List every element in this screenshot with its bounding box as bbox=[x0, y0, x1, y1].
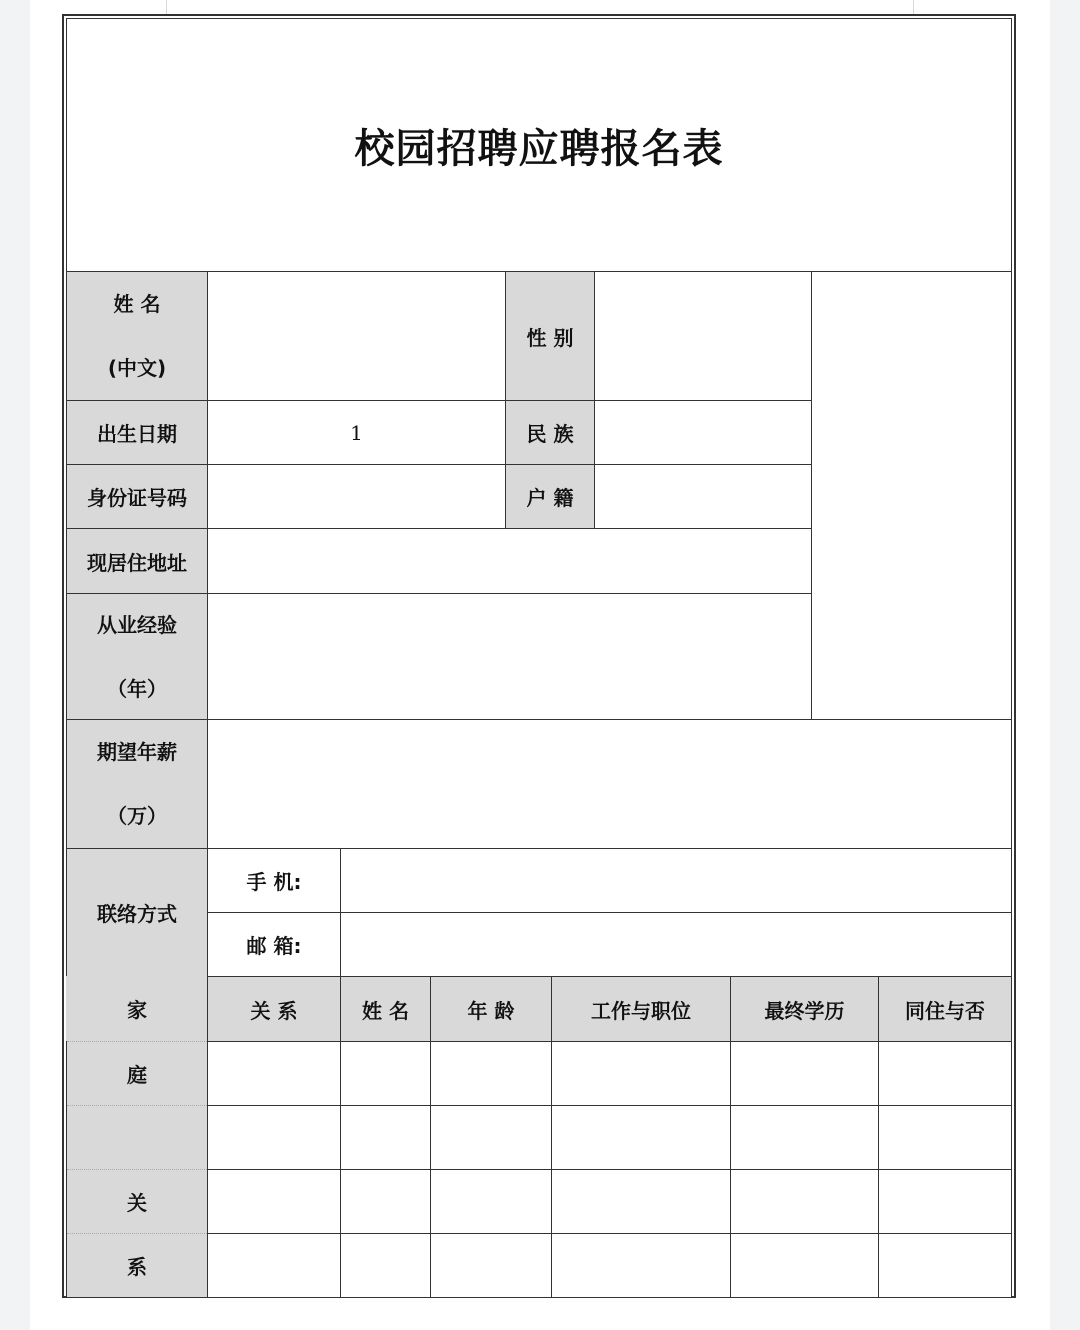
phone-input[interactable] bbox=[340, 848, 1012, 913]
salary-label-sub: （万） bbox=[107, 804, 167, 828]
margin-marker-left bbox=[166, 0, 167, 14]
gender-input[interactable] bbox=[594, 271, 812, 401]
hukou-label: 户 籍 bbox=[526, 486, 574, 510]
family-cell-r4-c5[interactable] bbox=[730, 1233, 879, 1298]
family-header-text-2: 姓 名 bbox=[362, 998, 409, 1023]
ethnicity-label-cell bbox=[505, 400, 595, 465]
email-input[interactable] bbox=[340, 912, 1012, 977]
family-header-name bbox=[340, 976, 431, 1042]
family-cell-r3-c2[interactable] bbox=[340, 1169, 431, 1234]
gender-label: 性 别 bbox=[526, 325, 574, 350]
id-number-label: 身份证号码 bbox=[87, 486, 187, 510]
family-side-char-text-5: 系 bbox=[127, 1255, 147, 1279]
family-cell-r1-c5[interactable] bbox=[730, 1041, 879, 1106]
id-number-label-cell bbox=[66, 464, 208, 529]
experience-label: 从业经验 bbox=[97, 612, 177, 637]
ethnicity-input[interactable] bbox=[594, 400, 812, 465]
address-label: 现居住地址 bbox=[87, 550, 187, 575]
family-side-char-text-2: 庭 bbox=[127, 1063, 147, 1087]
family-cell-r1-c1[interactable] bbox=[207, 1041, 341, 1106]
name-label: 姓 名 bbox=[113, 292, 161, 316]
name-input[interactable] bbox=[207, 271, 506, 401]
family-cell-r3-c3[interactable] bbox=[430, 1169, 552, 1234]
family-cell-r3-c1[interactable] bbox=[207, 1169, 341, 1234]
family-header-cohabit bbox=[878, 976, 1012, 1042]
family-header-job bbox=[551, 976, 731, 1042]
family-header-text-1: 关 系 bbox=[250, 998, 298, 1023]
phone-label: 手 机: bbox=[246, 870, 302, 894]
family-header-age bbox=[430, 976, 552, 1042]
family-cell-r3-c4[interactable] bbox=[551, 1169, 731, 1234]
gender-label-cell bbox=[505, 271, 595, 401]
photo-box[interactable] bbox=[811, 271, 1012, 720]
email-label-cell bbox=[207, 912, 341, 977]
address-input[interactable] bbox=[207, 528, 812, 594]
margin-marker-right bbox=[913, 0, 914, 14]
email-label: 邮 箱: bbox=[246, 934, 302, 958]
family-header-text-6: 同住与否 bbox=[905, 998, 985, 1023]
family-cell-r1-c2[interactable] bbox=[340, 1041, 431, 1106]
family-cell-r4-c6[interactable] bbox=[878, 1233, 1012, 1298]
phone-label-cell bbox=[207, 848, 341, 913]
family-side-char-2 bbox=[67, 1041, 207, 1105]
contact-label: 联络方式 bbox=[97, 902, 177, 926]
id-number-input[interactable] bbox=[207, 464, 506, 529]
name-label-cell bbox=[66, 271, 208, 401]
family-header-text-3: 年 龄 bbox=[467, 998, 515, 1023]
family-cell-r1-c4[interactable] bbox=[551, 1041, 731, 1106]
hukou-input[interactable] bbox=[594, 464, 812, 529]
experience-label-sub: （年） bbox=[107, 676, 167, 701]
birth-date-label-cell bbox=[66, 400, 208, 465]
family-cell-r2-c4[interactable] bbox=[551, 1105, 731, 1170]
salary-label: 期望年薪 bbox=[97, 740, 177, 764]
family-header-education bbox=[730, 976, 879, 1042]
family-cell-r2-c2[interactable] bbox=[340, 1105, 431, 1170]
form-title: 校园招聘应聘报名表 bbox=[354, 125, 724, 172]
family-cell-r3-c5[interactable] bbox=[730, 1169, 879, 1234]
family-cell-r2-c1[interactable] bbox=[207, 1105, 341, 1170]
ethnicity-label: 民 族 bbox=[526, 422, 574, 446]
name-label-sub: (中文) bbox=[107, 356, 167, 380]
family-cell-r4-c1[interactable] bbox=[207, 1233, 341, 1298]
family-header-relation bbox=[207, 976, 341, 1042]
contact-label-cell bbox=[66, 848, 208, 977]
family-side-char-4 bbox=[67, 1169, 207, 1233]
experience-label-cell bbox=[66, 593, 208, 720]
family-cell-r1-c6[interactable] bbox=[878, 1041, 1012, 1106]
family-side-char-text-4: 关 bbox=[127, 1191, 147, 1215]
family-header-text-4: 工作与职位 bbox=[591, 998, 691, 1023]
birth-date-value: 1 bbox=[350, 420, 363, 445]
birth-date-input[interactable] bbox=[207, 400, 506, 465]
family-cell-r4-c4[interactable] bbox=[551, 1233, 731, 1298]
hukou-label-cell bbox=[505, 464, 595, 529]
family-cell-r4-c3[interactable] bbox=[430, 1233, 552, 1298]
family-side-char-3 bbox=[67, 1105, 207, 1169]
family-header-text-5: 最终学历 bbox=[764, 998, 845, 1023]
family-cell-r2-c3[interactable] bbox=[430, 1105, 552, 1170]
family-side-char-text-1: 家 bbox=[127, 998, 147, 1022]
salary-input[interactable] bbox=[207, 719, 1012, 849]
family-cell-r1-c3[interactable] bbox=[430, 1041, 552, 1106]
experience-input[interactable] bbox=[207, 593, 812, 720]
family-cell-r2-c5[interactable] bbox=[730, 1105, 879, 1170]
address-label-cell bbox=[66, 528, 208, 594]
family-side-char-5 bbox=[67, 1233, 207, 1297]
family-cell-r2-c6[interactable] bbox=[878, 1105, 1012, 1170]
family-cell-r3-c6[interactable] bbox=[878, 1169, 1012, 1234]
salary-label-cell bbox=[66, 719, 208, 849]
birth-date-label: 出生日期 bbox=[97, 422, 177, 446]
family-cell-r4-c2[interactable] bbox=[340, 1233, 431, 1298]
family-side-char-1 bbox=[66, 976, 208, 1041]
